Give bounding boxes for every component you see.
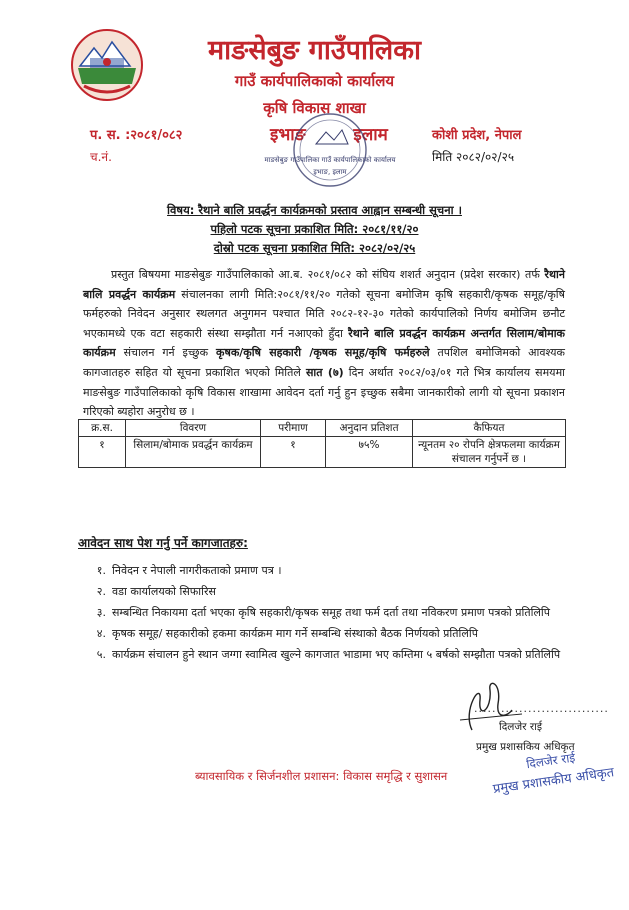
location-right: इलाम [353,125,388,145]
body-bold-3: कृषक/कृषि सहकारी /कृषक समूह/कृषि फर्महरुले [216,346,430,360]
subject-line [0,203,629,218]
table-row [79,437,566,468]
body-text-5: दिन अर्थात २०८२/०३/०१ गते भित्र कार्यालय समयमा माङसेबुङ गाउँपालिकाको कृषि विकास शाखामा आवेदन दर्ता गर्नु हुन इच्छुक सबैमा जानकारीको लागी यो सूचना प्रकाशन गरिएको ब्यहोरा अनुरोध छ । [83,365,565,419]
list-item-number: ३. [96,606,106,619]
body-text-3: संचालन गर्न इच्छुक [115,346,217,360]
documents-heading: आवेदन साथ पेश गर्नु पर्ने कागजातहरु: [78,536,248,550]
signatory-title: प्रमुख प्रशासकिय अधिकृत [476,741,575,753]
cell-description: सिलाम/बोमाक प्रवर्द्धन कार्यक्रम [126,437,261,468]
seal-bottom-text: इभाङ, इलाम [313,168,347,176]
list-item-number: २. [96,585,106,598]
col-header-description: विवरण [126,420,261,437]
list-item-number: १. [96,564,106,577]
office-seal-icon [264,110,396,190]
stamp-title: प्रमुख प्रशासकीय अधिकृत [492,765,616,798]
body-paragraph [83,265,565,422]
body-bold-4: सात (७) [305,365,344,379]
list-item-text: कार्यक्रम संचालन हुने स्थान जग्गा स्वामित्व खुल्ने कागजात भाडामा भए कम्तिमा ५ बर्षको सम्झौता पत्रको प्रतिलिपि [112,648,561,661]
province-label: कोशी प्रदेश, नेपाल [432,128,522,143]
cell-sn: १ [79,437,126,468]
subject-text: विषय: रैथाने बालि प्रवर्द्धन कार्यक्रमको प्रस्ताव आह्वान सम्बन्धी सूचना । [167,203,462,217]
table-header-row [79,420,566,437]
letter-date: मिति २०८२/०२/२५ [432,150,515,164]
org-name: माङसेबुङ गाउँपालिका [208,35,421,66]
list-item [80,623,570,644]
cell-subsidy: ७५% [326,437,413,468]
body-bold-2: रैथाने बालि प्रवर्द्धन कार्यक्रम अन्तर्गत सिलाम/बोमाक कार्यक्रम [83,326,565,360]
location-left: इभाङ [270,125,306,145]
footer-slogan: ब्यावसायिक र सिर्जनशील प्रशासन: विकास समृद्धि र सुशासन [195,769,448,783]
list-item [80,644,570,665]
col-header-remarks: कैफियत [413,420,566,437]
list-item-number: ५. [96,648,106,661]
body-text-1: प्रस्तुत बिषयमा माङसेबुङ गाउँपालिकाको आ.ब. २०८१/०८२ को संघिय शशर्त अनुदान (प्रदेश सरकार) तर्फ [111,268,545,281]
list-item-text: सम्बन्धित निकायमा दर्ता भएका कृषि सहकारी/कृषक समूह तथा फर्म दर्ता तथा नविकरण प्रमाण पत्रको प्रतिलिपि [112,606,551,619]
branch-name: कृषि विकास शाखा [263,99,366,117]
signatory-name: दिलजेर राई [499,721,543,733]
stamp-name: दिलजेर राई [525,750,577,772]
body-text-4: तपशिल बमोजिमको आवश्यक कागजातहरु सहित यो सूचना प्रकाशित भएको मितिले [83,346,565,379]
list-item-text: कृषक समूह/ सहकारीको हकमा कार्यक्रम माग गर्ने सम्बन्धि संस्थाको बैठक निर्णयको प्रतिलिपि [112,627,478,640]
list-item [80,560,570,581]
official-stamp-icon [480,745,620,798]
program-table [78,419,566,468]
second-publish-line [0,241,629,256]
first-publish-line [0,222,629,237]
cell-remarks: न्यूनतम २० रोपनि क्षेत्रफलमा कार्यक्रम संचालन गर्नुपर्ने छ । [413,437,566,468]
col-header-sn: क्र.स. [79,420,126,437]
body-bold-1: रैथाने बालि प्रवर्द्धन कार्यक्रम [83,268,565,301]
list-item-text: वडा कार्यालयको सिफारिस [112,585,216,598]
col-header-quantity: परीमाण [261,420,326,437]
first-publish-text: पहिलो पटक सूचना प्रकाशित मिति: २०८१/११/२० [210,222,419,236]
documents-list [80,560,570,665]
list-item [80,581,570,602]
body-text-2: संचालनका लागी मिति:२०८१/११/२० गतेको सूचना बमोजिम कृषि सहकारी/कृषक समूह/कृषि फर्महरुको निवेदन अनुसार स्थलगत अनुगमन पश्चात मिति २०८२-१२-३० गतेको कार्यपालिको निर्णय बमोजिम छनौट भएकामध्ये एक वटा सहकारी संस्था सम्झौता गर्न नआएको हुँदा [83,287,565,340]
signature-line: .............................. [474,702,609,715]
list-item-text: निवेदन र नेपाली नागरीकताको प्रमाण पत्र । [112,564,282,577]
office-name: गाउँ कार्यपालिकाको कार्यालय [234,72,395,90]
dispatch-number: च.नं. [90,150,112,164]
reference-number: प. स. :२०८१/०८२ [90,128,183,143]
list-item-number: ४. [96,627,106,640]
second-publish-text: दोस्रो पटक सूचना प्रकाशित मिति: २०८२/०२/२५ [213,241,416,255]
col-header-subsidy: अनुदान प्रतिशत [326,420,413,437]
list-item [80,602,570,623]
seal-ring-text: माङसेबुङ गाउँपालिका गाउँ कार्यपालिकाको कार्यालय [264,156,396,164]
cell-quantity: १ [261,437,326,468]
